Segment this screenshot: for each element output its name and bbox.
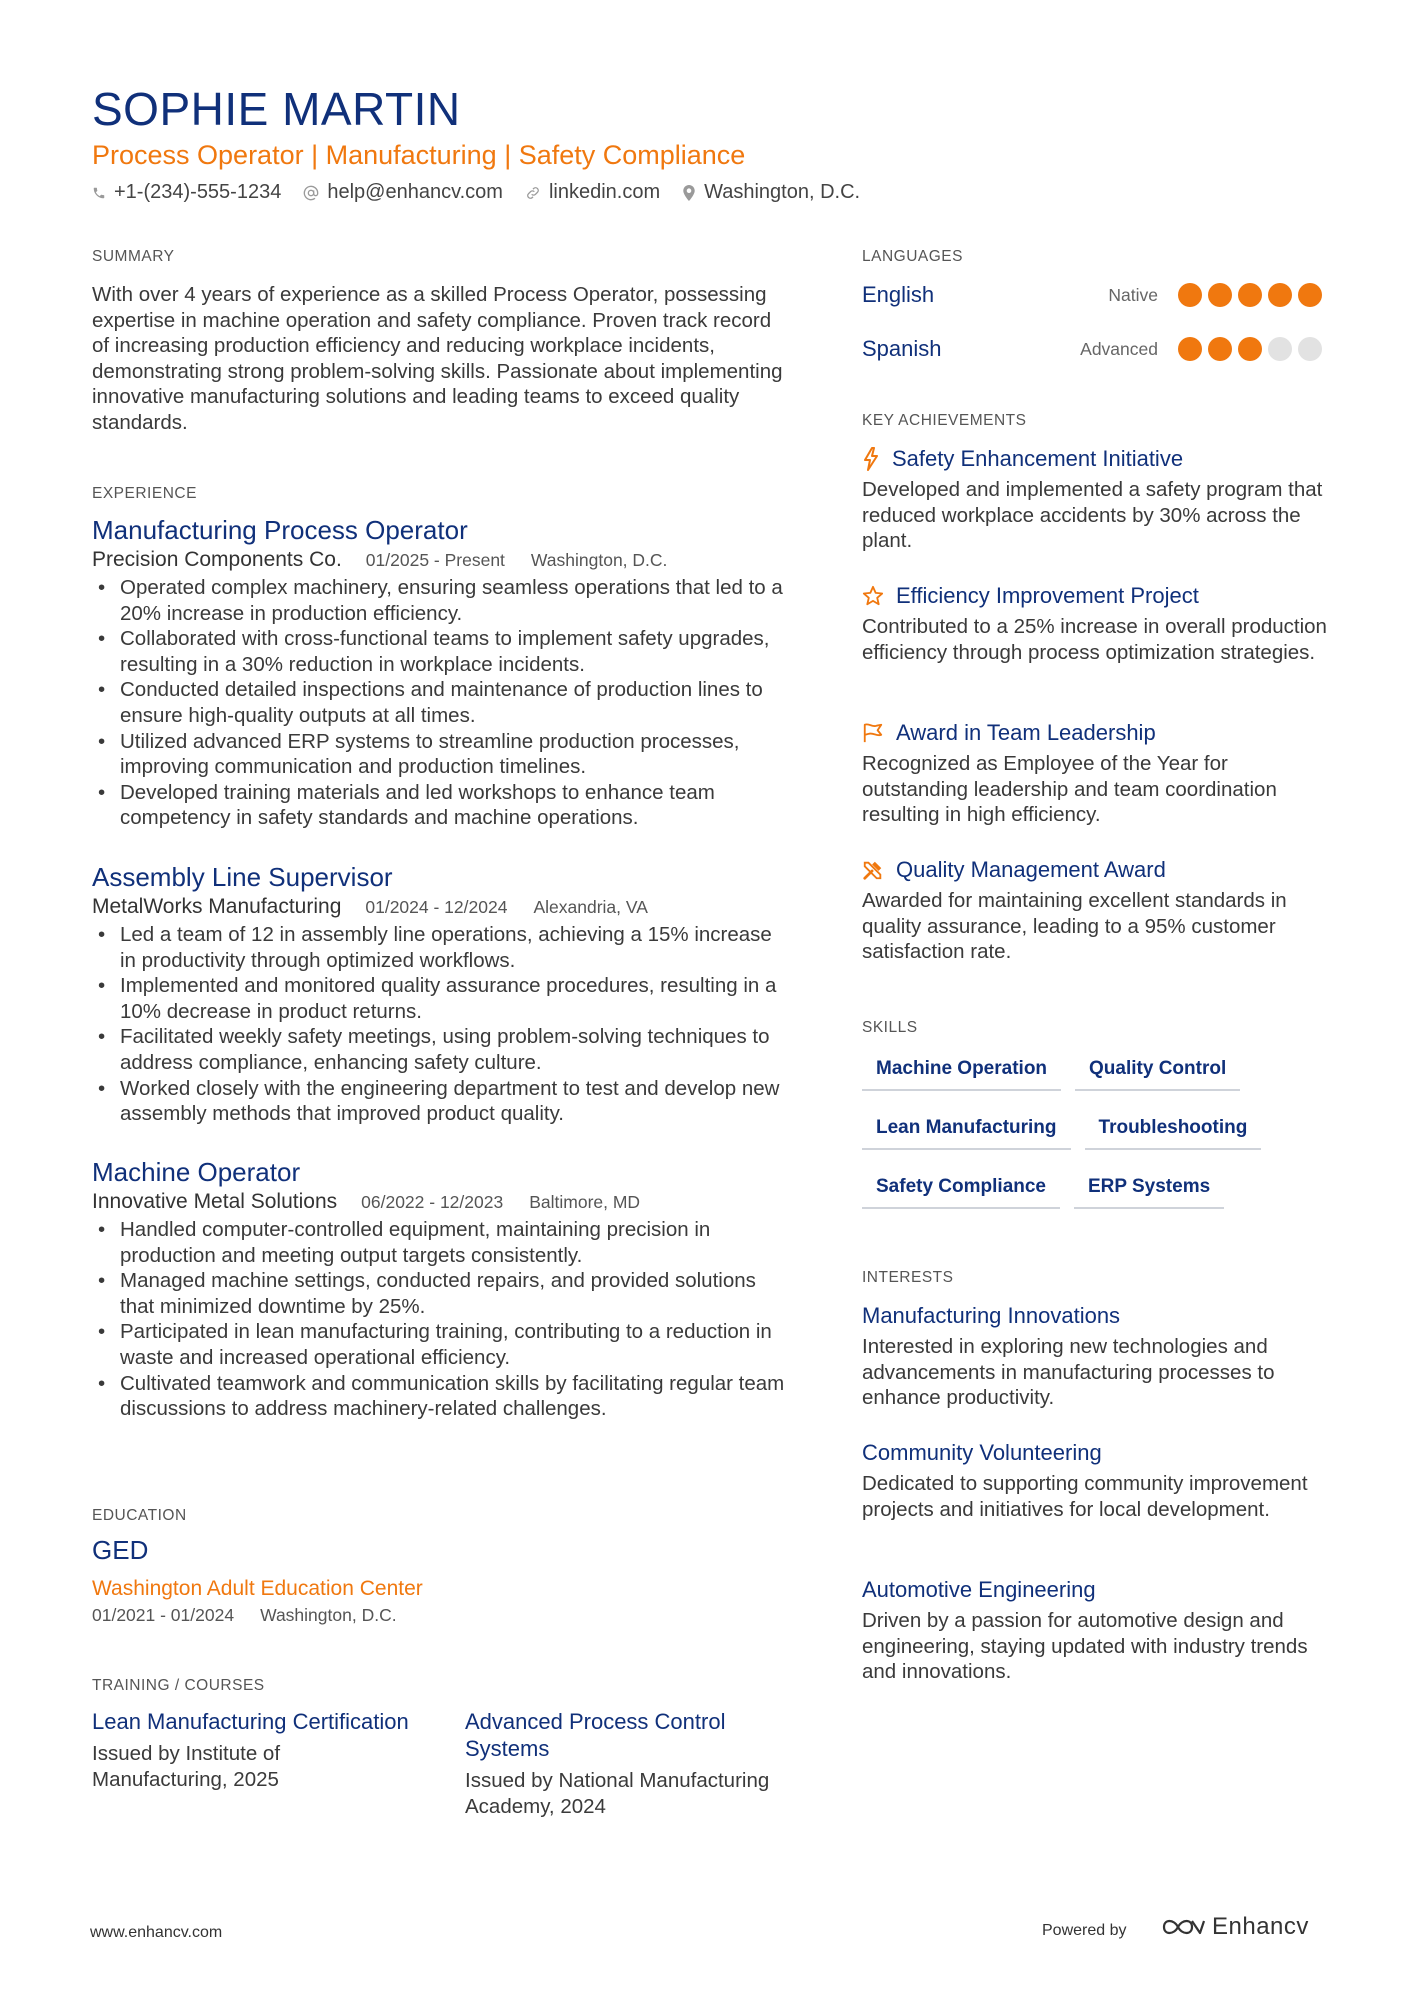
- job-company: Innovative Metal Solutions: [92, 1190, 338, 1213]
- job-bullets: [92, 575, 792, 831]
- interest-entry: [862, 1302, 1332, 1411]
- achievement-title: Safety Enhancement Initiative: [892, 446, 1184, 471]
- education-location: Washington, D.C.: [260, 1605, 397, 1625]
- job-company: Precision Components Co.: [92, 548, 342, 571]
- skills-list: [862, 1052, 1332, 1229]
- interest-desc: Driven by a passion for automotive design and engineering, staying updated with industry trends and innovations.: [862, 1609, 1308, 1684]
- course-title: Advanced Process Control Systems: [465, 1709, 726, 1761]
- achievement-title: Quality Management Award: [896, 857, 1166, 882]
- job-bullet: • Managed machine settings, conducted repairs, and provided solutions that minimized downtime by 25%.: [92, 1268, 792, 1319]
- job-bullet: • Implemented and monitored quality assurance procedures, resulting in a 10% decrease in product returns.: [92, 973, 792, 1024]
- rating-dot-filled: [1268, 283, 1292, 307]
- contact-phone-text: +1-(234)-555-1234: [114, 181, 282, 203]
- candidate-title: Process Operator | Manufacturing | Safety Compliance: [92, 140, 746, 170]
- job-title: Manufacturing Process Operator: [92, 515, 468, 545]
- job-company: MetalWorks Manufacturing: [92, 895, 342, 918]
- rating-dot-filled: [1208, 337, 1232, 361]
- job-bullet: • Led a team of 12 in assembly line operations, achieving a 15% increase in productivity through optimized workflows.: [92, 922, 792, 973]
- course-entry: [92, 1708, 412, 1792]
- rating-dot-filled: [1178, 337, 1202, 361]
- skill-tag: Troubleshooting: [1085, 1111, 1262, 1150]
- contact-email[interactable]: [303, 181, 503, 204]
- job-bullets: [92, 1217, 792, 1422]
- language-rating: [1172, 337, 1322, 361]
- course-issuer: Issued by Institute of Manufacturing, 2025: [92, 1742, 281, 1791]
- job-location: Baltimore, MD: [529, 1192, 641, 1212]
- language-rating: [1172, 283, 1322, 307]
- job-location: Alexandria, VA: [533, 897, 648, 917]
- job-bullet: • Conducted detailed inspections and maintenance of production lines to ensure high-quality outputs at all times.: [92, 677, 792, 728]
- language-level: Native: [1108, 284, 1158, 305]
- education-heading: EDUCATION: [92, 1507, 187, 1524]
- interest-title: Manufacturing Innovations: [862, 1303, 1121, 1328]
- education-degree: GED: [92, 1535, 149, 1565]
- interest-entry: [862, 1576, 1332, 1685]
- interest-entry: [862, 1439, 1332, 1522]
- job-meta: [92, 893, 792, 921]
- tools-icon: [862, 859, 884, 881]
- rating-dot-empty: [1298, 337, 1322, 361]
- contact-bar: [92, 181, 882, 204]
- language-name: Spanish: [862, 336, 942, 361]
- enhancv-logo-icon: [1160, 1915, 1206, 1939]
- interest-desc: Dedicated to supporting community improvement projects and initiatives for local development.: [862, 1472, 1308, 1521]
- job-dates: 01/2025 - Present: [365, 550, 505, 570]
- summary-text: With over 4 years of experience as a skilled Process Operator, possessing expertise in machine operation and safety compliance. Proven track record of increasing production efficiency and reducing workplace incidents, demonstrating strong problem-solving skills. Passionate about implementing innovative manufacturing solutions and leading teams to exceed quality standards.: [92, 283, 783, 434]
- contact-linkedin[interactable]: [525, 181, 660, 204]
- skills-heading: SKILLS: [862, 1019, 918, 1036]
- skill-tag: Safety Compliance: [862, 1170, 1060, 1209]
- at-icon: [303, 185, 319, 201]
- bolt-icon: [862, 447, 880, 471]
- job-bullet: • Facilitated weekly safety meetings, using problem-solving techniques to address compliance, enhancing safety culture.: [92, 1024, 792, 1075]
- course-title: Lean Manufacturing Certification: [92, 1709, 409, 1734]
- achievement-title: Efficiency Improvement Project: [896, 583, 1199, 608]
- job-entry: [92, 1156, 792, 1422]
- achievement-desc: Developed and implemented a safety program that reduced workplace accidents by 30% across the plant.: [862, 478, 1323, 553]
- rating-dot-filled: [1178, 283, 1202, 307]
- interest-desc: Interested in exploring new technologies and advancements in manufacturing processes to enhance productivity.: [862, 1335, 1275, 1410]
- education-school: Washington Adult Education Center: [92, 1577, 423, 1600]
- job-bullet: • Cultivated teamwork and communication skills by facilitating regular team discussions to address machinery-related challenges.: [92, 1371, 792, 1422]
- rating-dot-filled: [1238, 337, 1262, 361]
- job-bullet: • Worked closely with the engineering department to test and develop new assembly methods that improved product quality.: [92, 1076, 792, 1127]
- contact-location: [682, 181, 860, 204]
- star-icon: [862, 585, 884, 607]
- footer-url[interactable]: www.enhancv.com: [90, 1924, 223, 1941]
- job-bullet: • Participated in lean manufacturing training, contributing to a reduction in waste and increased operational efficiency.: [92, 1319, 792, 1370]
- job-bullets: [92, 922, 792, 1127]
- job-bullet: • Utilized advanced ERP systems to streamline production processes, improving communication and production timelines.: [92, 729, 792, 780]
- job-title: Assembly Line Supervisor: [92, 862, 393, 892]
- education-dates: 01/2021 - 01/2024: [92, 1605, 235, 1625]
- course-entry: [465, 1708, 785, 1819]
- experience-heading: EXPERIENCE: [92, 485, 197, 502]
- skill-tag: Quality Control: [1075, 1052, 1240, 1091]
- training-heading: TRAINING / COURSES: [92, 1677, 265, 1694]
- interest-title: Automotive Engineering: [862, 1577, 1096, 1602]
- achievement-entry: [862, 582, 1332, 665]
- interests-heading: INTERESTS: [862, 1269, 954, 1286]
- brand-name: Enhancv: [1212, 1913, 1309, 1940]
- job-entry: [92, 861, 792, 1127]
- candidate-name: SOPHIE MARTIN: [92, 83, 461, 135]
- contact-location-text: Washington, D.C.: [704, 181, 861, 203]
- achievement-entry: [862, 445, 1332, 554]
- languages-heading: LANGUAGES: [862, 248, 963, 265]
- rating-dot-filled: [1208, 283, 1232, 307]
- language-name: English: [862, 282, 935, 307]
- job-bullet: • Collaborated with cross-functional teams to implement safety upgrades, resulting in a 30% reduction in workplace incidents.: [92, 626, 792, 677]
- skill-tag: Machine Operation: [862, 1052, 1061, 1091]
- phone-icon: [92, 186, 106, 200]
- language-row: [862, 336, 1322, 362]
- education-meta: [92, 1605, 423, 1626]
- powered-by-label: Powered by: [1042, 1922, 1127, 1939]
- contact-email-text: help@enhancv.com: [327, 181, 503, 203]
- language-row: [862, 282, 1322, 308]
- contact-phone[interactable]: [92, 181, 281, 204]
- job-meta: [92, 1188, 792, 1216]
- interest-title: Community Volunteering: [862, 1440, 1102, 1465]
- link-icon: [525, 185, 541, 201]
- job-meta: [92, 546, 792, 574]
- job-bullet: • Handled computer-controlled equipment, maintaining precision in production and meeting output targets consistently.: [92, 1217, 792, 1268]
- achievement-desc: Awarded for maintaining excellent standards in quality assurance, leading to a 95% customer satisfaction rate.: [862, 889, 1287, 964]
- language-level: Advanced: [1080, 338, 1158, 359]
- job-entry: [92, 514, 792, 831]
- rating-dot-filled: [1298, 283, 1322, 307]
- achievement-entry: [862, 856, 1332, 965]
- summary-heading: SUMMARY: [92, 248, 175, 265]
- job-dates: 01/2024 - 12/2024: [365, 897, 508, 917]
- contact-linkedin-text: linkedin.com: [548, 181, 661, 203]
- skill-tag: Lean Manufacturing: [862, 1111, 1071, 1150]
- job-location: Washington, D.C.: [530, 550, 668, 570]
- achievement-entry: [862, 719, 1332, 828]
- achievement-desc: Recognized as Employee of the Year for outstanding leadership and team coordination resulting in high efficiency.: [862, 752, 1277, 827]
- job-bullet: • Developed training materials and led workshops to enhance team competency in safety standards and machine operations.: [92, 780, 792, 831]
- achievement-title: Award in Team Leadership: [896, 720, 1156, 745]
- job-dates: 06/2022 - 12/2023: [361, 1192, 504, 1212]
- job-bullet: • Operated complex machinery, ensuring seamless operations that led to a 20% increase in production efficiency.: [92, 575, 792, 626]
- achievements-heading: KEY ACHIEVEMENTS: [862, 412, 1027, 429]
- flag-icon: [862, 722, 884, 744]
- achievement-desc: Contributed to a 25% increase in overall production efficiency through process optimization strategies.: [862, 615, 1327, 664]
- location-pin-icon: [682, 185, 696, 201]
- job-title: Machine Operator: [92, 1157, 301, 1187]
- brand-logo[interactable]: [1160, 1913, 1309, 1941]
- rating-dot-empty: [1268, 337, 1292, 361]
- skill-tag: ERP Systems: [1074, 1170, 1224, 1209]
- rating-dot-filled: [1238, 283, 1262, 307]
- course-issuer: Issued by National Manufacturing Academy, 2024: [465, 1769, 770, 1818]
